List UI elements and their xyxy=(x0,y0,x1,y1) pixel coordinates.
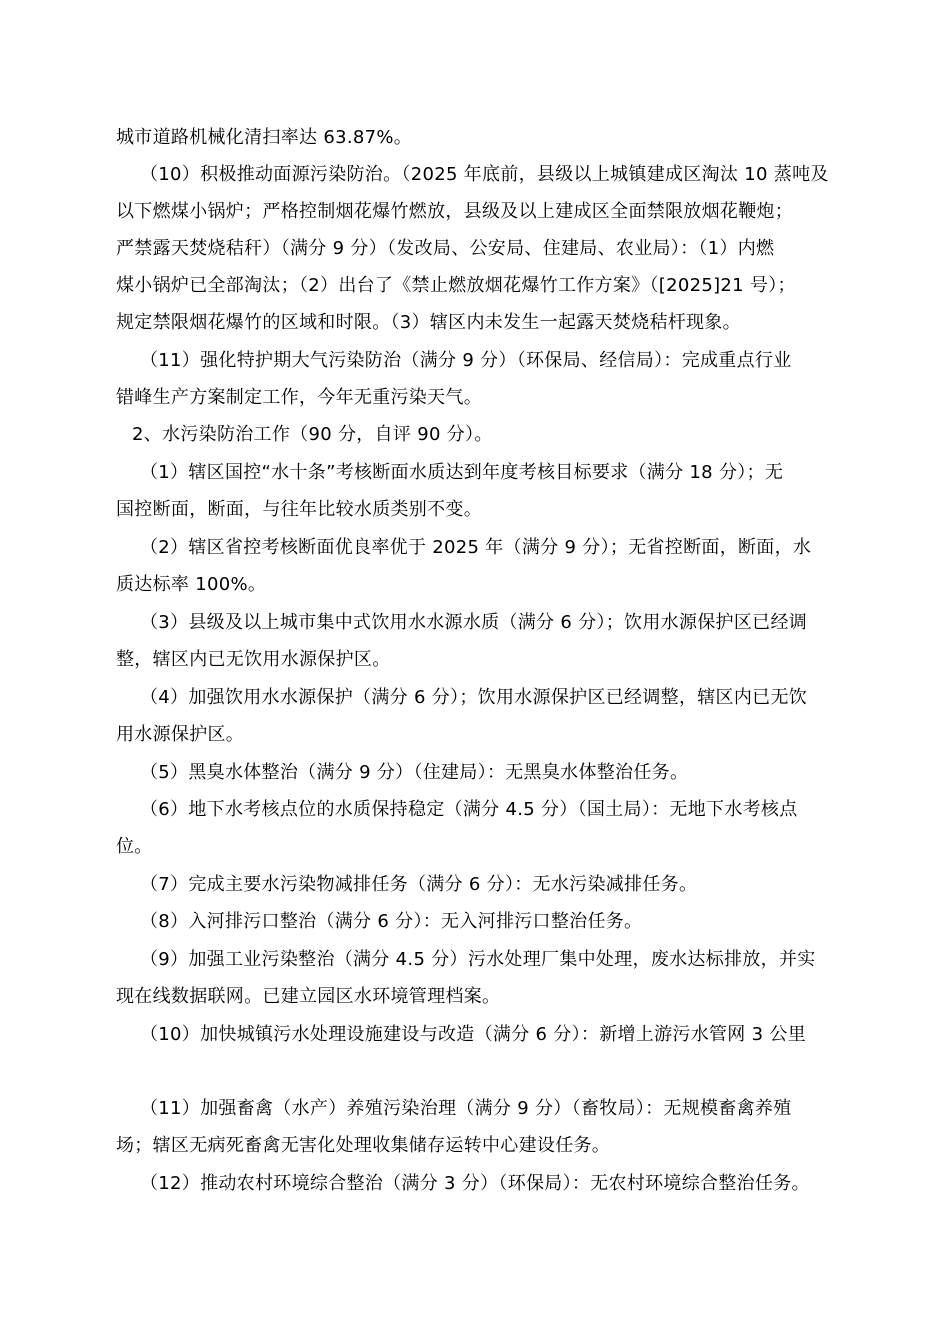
text-line: 质达标率 100%。 xyxy=(116,574,267,595)
text-line: 整，辖区内已无饮用水源保护区。 xyxy=(116,649,391,670)
text-line: （11）强化特护期大气污染防治（满分 9 分）（环保局、经信局）：完成重点行业 xyxy=(140,350,792,371)
text-line: （1）辖区国控“水十条”考核断面水质达到年度考核目标要求（满分 18 分）；无 xyxy=(140,462,784,483)
text-line: 以下燃煤小锅炉；严格控制烟花爆竹燃放，县级及以上建成区全面禁限放烟花鞭炮； xyxy=(116,201,794,222)
text-line: （10）加快城镇污水处理设施建设与改造（满分 6 分）：新增上游污水管网 3 公里 xyxy=(140,1024,806,1045)
text-line: （11）加强畜禽（水产）养殖污染治理（满分 9 分）（畜牧局）：无规模畜禽养殖 xyxy=(140,1098,792,1119)
text-line: （9）加强工业污染整治（满分 4.5 分）污水处理厂集中处理，废水达标排放，并实 xyxy=(140,949,816,970)
text-line: （4）加强饮用水水源保护（满分 6 分）；饮用水源保护区已经调整，辖区内已无饮 xyxy=(140,687,808,708)
text-line: （12）推动农村环境综合整治（满分 3 分）（环保局）：无农村环境综合整治任务。 xyxy=(140,1173,810,1194)
text-line: （3）县级及以上城市集中式饮用水水源水质（满分 6 分）；饮用水源保护区已经调 xyxy=(140,612,808,633)
text-line: 位。 xyxy=(116,836,153,857)
text-line: 现在线数据联网。已建立园区水环境管理档案。 xyxy=(116,986,501,1007)
text-line: 煤小锅炉已全部淘汰；（2）出台了《禁止燃放烟花爆竹工作方案》（[2025]21 号）； xyxy=(116,275,796,296)
text-line: （7）完成主要水污染物减排任务（满分 6 分）：无水污染减排任务。 xyxy=(140,874,698,895)
text-line: 严禁露天焚烧秸秆）（满分 9 分）（发改局、公安局、住建局、农业局）：（1）内燃 xyxy=(116,238,775,259)
text-line: 用水源保护区。 xyxy=(116,724,245,745)
text-line: （2）辖区省控考核断面优良率优于 2025 年（满分 9 分）；无省控断面，断面，水 xyxy=(140,537,812,558)
text-line: （5）黑臭水体整治（满分 9 分）（住建局）：无黑臭水体整治任务。 xyxy=(140,762,689,783)
text-line: 规定禁限烟花爆竹的区域和时限。（3）辖区内未发生一起露天焚烧秸杆现象。 xyxy=(116,312,741,333)
text-line: 场；辖区无病死畜禽无害化处理收集储存运转中心建设任务。 xyxy=(116,1135,611,1156)
text-line: （8）入河排污口整治（满分 6 分）：无入河排污口整治任务。 xyxy=(140,911,643,932)
text-line: （6）地下水考核点位的水质保持稳定（满分 4.5 分）（国土局）：无地下水考核点 xyxy=(140,799,798,820)
text-line: 错峰生产方案制定工作，今年无重污染天气。 xyxy=(116,387,482,408)
text-line: 国控断面，断面，与往年比较水质类别不变。 xyxy=(116,499,482,520)
text-line: 城市道路机械化清扫率达 63.87%。 xyxy=(116,127,413,148)
section-heading: 2、水污染防治工作（90 分，自评 90 分）。 xyxy=(132,424,493,445)
text-line: （10）积极推动面源污染防治。（2025 年底前，县级以上城镇建成区淘汰 10 蒸吨及 xyxy=(140,164,829,185)
